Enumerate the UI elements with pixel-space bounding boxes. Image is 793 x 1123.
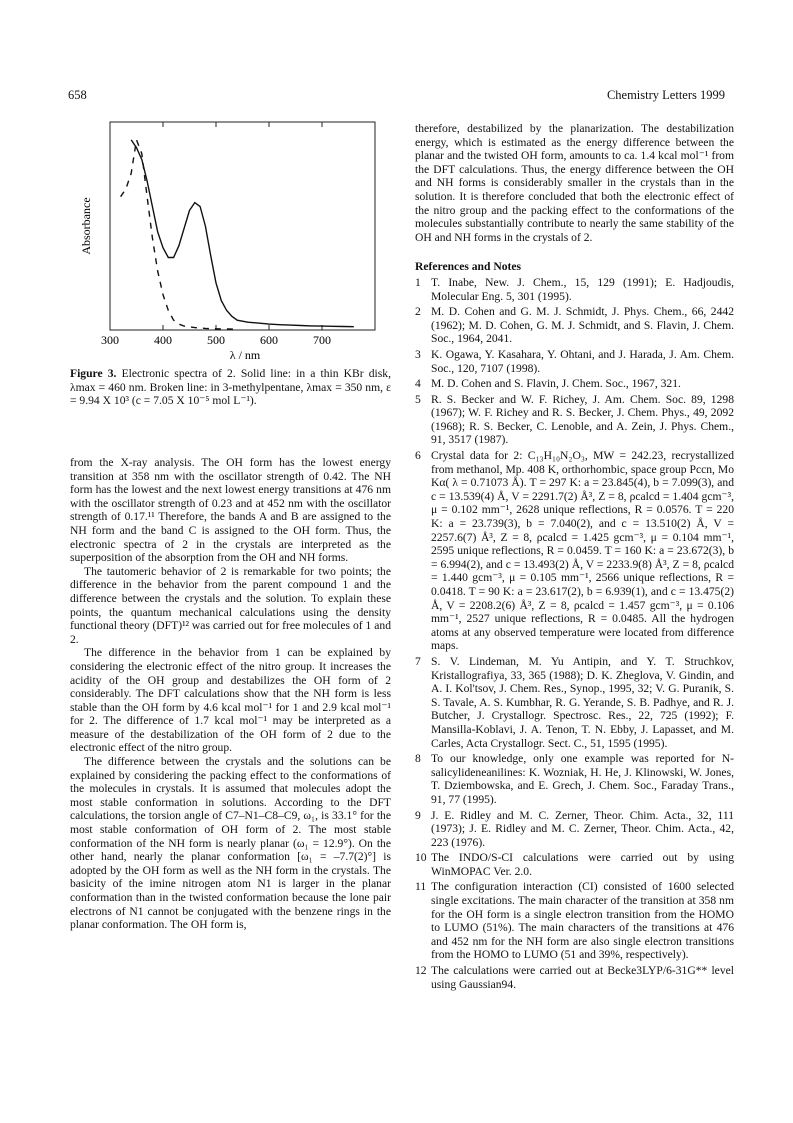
references-heading: References and Notes [415,260,522,274]
reference-item [415,752,734,806]
reference-item [415,655,734,750]
reference-number: 11 [415,880,427,894]
reference-item [415,348,734,375]
reference-text: K. Ogawa, Y. Kasahara, Y. Ohtani, and J. Harada, J. Am. Chem. Soc., 120, 7107 (1998). [431,347,734,375]
plot-frame [110,122,375,330]
right-column [415,122,734,993]
reference-text: R. S. Becker and W. F. Richey, J. Am. Chem. Soc. 89, 1298 (1967); W. F. Richey and R. S. Becker, J. Chem. Phys., 49, 2092 (1968); R. S. Becker, C. Lenoble, and A. Zein, J. Phys. Chem., 91, 3517 (1987). [431,392,734,447]
body-paragraph: therefore, destabilized by the planarization. The destabilization energy, which is estimated as the energy difference between the planar and the twisted OH form, amounts to ca. 1.4 kcal mol⁻¹ from the DFT calculations. Thus, the energy difference between the OH and NH forms is considerably smaller in the crystals than in the solution. It is therefore concluded that both the electronic effect of the nitro group and the packing effect to the conformations of the molecules substantially contribute to nearly the same stability of the OH and NH forms in the crystals of 2. [415,122,734,244]
reference-item [415,276,734,303]
figure-caption [70,367,391,408]
reference-text: T. Inabe, New. J. Chem., 15, 129 (1991); E. Hadjoudis, Molecular Eng. 5, 301 (1995). [431,275,734,303]
reference-item [415,809,734,850]
reference-item [415,851,734,878]
y-axis-label: Absorbance [79,197,93,255]
x-tick-label: 400 [154,333,172,347]
journal-header: Chemistry Letters 1999 [606,88,725,102]
reference-item [415,449,734,653]
reference-number: 5 [415,392,421,406]
x-tick-label: 500 [207,333,225,347]
reference-text: The INDO/S-CI calculations were carried out by using WinMOPAC Ver. 2.0. [431,851,734,878]
reference-item [415,393,734,447]
body-paragraph: The difference in the behavior from 1 can be explained by considering the electronic effect of the nitro group. It increases the acidity of the OH group and destabilizes the OH form of 2 considerably. The DFT calculations show that the NH form is less stable than the OH form by 4.6 kcal mol⁻¹ for 1 and 2.9 kcal mol⁻¹ for 2. The difference of 1.7 kcal mol⁻¹ may be interpreted as a measure of the destabilization of the OH form of 2 due to the electronic effect of the nitro group. [70,646,391,755]
x-tick-label: 300 [101,333,119,347]
spectrum-chart [70,112,390,364]
body-paragraph: The difference between the crystals and the solutions can be explained by considering the packing effect to the conformations of the molecules in crystals. It is assumed that molecules adopt the most stable conformation in solutions. According to the DFT calculations, the torsion angle of C7–N1–C8–C9, ω₁, is 33.1° for the most stable conformation of OH form of 2. The most stable conformation of the NH form is nearly planar (ω₁ = 12.9°). On the other hand, nearly the planar conformation [ω₁ = –7.7(2)°] is adopted by the OH form as well as the NH form in the crystals. The basicity of the imine nitrogen atom N1 is larger in the planar conformation than in the twisted conformation because the lone pair electrons of N1 cannot be conjugated with the benzene rings in the planar conformation. The OH form is, [70,755,391,932]
x-axis-label: λ / nm [229,348,261,362]
body-paragraph: The tautomeric behavior of 2 is remarkable for two points; the difference in the behavior from the parent compound 1 and the difference between the crystals and the solution. To explain these points, the quantum mechanical calculations using the density functional theory (DFT)¹² was carried out for free molecules of 1 and 2. [70,564,391,646]
reference-number: 10 [415,851,427,865]
reference-text: M. D. Cohen and S. Flavin, J. Chem. Soc., 1967, 321. [431,377,681,391]
reference-item [415,964,734,991]
reference-text: J. E. Ridley and M. C. Zerner, Theor. Chim. Acta., 32, 111 (1973); J. E. Ridley and M. C. Zerner, Theor. Chim. Acta., 42, 223 (1976). [431,808,734,849]
reference-number: 2 [415,305,421,319]
x-tick-labels [101,333,331,347]
x-tick-label: 600 [260,333,278,347]
reference-number: 3 [415,347,421,361]
page-number: 658 [68,88,87,102]
x-tick-label: 700 [313,333,331,347]
reference-item [415,880,734,962]
reference-text: The configuration interaction (CI) consisted of 1600 selected single excitations. The main character of the transition at 358 nm for the OH form is a single electron transition from the HOMO to LUMO (51%). The main characters of the transitions at 476 and 452 nm for the NH form are also single electron transitions from the HOMO to LUMO (51 and 39%, respectively). [431,880,734,962]
reference-number: 8 [415,752,421,766]
reference-number: 6 [415,449,421,463]
series-group [121,140,354,329]
references-list [415,276,734,991]
reference-text: M. D. Cohen and G. M. J. Schmidt, J. Phys. Chem., 66, 2442 (1962); M. D. Cohen, G. M. J. Schmidt, and S. Flavin, J. Chem. Soc., 1964, 2041. [431,305,734,346]
reference-number: 12 [415,964,427,978]
body-paragraph: from the X-ray analysis. The OH form has the lowest energy transition at 358 nm with the oscillator strength of 0.42. The NH form has the lowest and the next lowest energy transitions at 476 nm with the oscillator strength of 0.23 and at 452 nm with the oscillator strength of 0.17.¹¹ Therefore, the bands A and B are assigned to the NH form and the band C is assigned to the OH form. Thus, the electronic spectra of 2 in the crystals are interpreted as the superposition of the absorption from the OH and NH forms. [70,456,391,565]
reference-number: 9 [415,808,421,822]
reference-text: To our knowledge, only one example was reported for N-salicylideneanilines: K. Wozniak, H. He, J. Klinowski, W. Jones, T. Dziembowska, and E. Grech, J. Chem. Soc., Faraday Trans., 91, 77 (1995). [431,752,734,806]
left-column [70,456,391,932]
series-line-dashed [121,140,238,329]
reference-number: 7 [415,654,421,668]
reference-item [415,377,734,391]
reference-text: The calculations were carried out at Becke3LYP/6-31G** level using Gaussian94. [431,964,734,991]
reference-number: 4 [415,377,421,391]
figure-caption-text: Electronic spectra of 2. Solid line: in a thin KBr disk, λmax = 460 nm. Broken line: in 3-methylpentane, λmax = 350 nm, ε = 9.94 X 10³ (c = 7.05 X 10⁻⁵ mol L⁻¹). [70,367,391,408]
reference-text: Crystal data for 2: C₁₃H₁₀N₂O₃, MW = 242.23, recrystallized from methanol, Mp. 408 K, orthorhombic, space group Pccn, Mo Kα( λ = 0.71073 Å). T = 297 K: a = 23.845(4), b = 7.099(3), and c = 13.539(4) Å, V = 2291.7(2) Å³, Z = 8, ρcalcd = 1.404 gcm⁻³, μ = 0.102 mm⁻¹, 2628 unique reflections, R = 0.0576. T = 220 K: a = 23.739(3), b = 7.040(2), and c = 13.510(2) Å, V = 2257.6(7) Å³, Z = 8, ρcalcd = 1.425 gcm⁻³, μ = 0.104 mm⁻¹, 2595 unique reflections, R = 0.0459. T = 160 K: a = 23.672(3), b = 6.994(2), and c = 13.493(2) Å, V = 2233.9(8) Å³, Z = 8, ρcalcd = 1.440 gcm⁻³, μ = 0.105 mm⁻¹, 2566 unique reflections, R = 0.0418. T = 90 K: a = 23.617(2), b = 6.939(1), and c = 13.475(2) Å, V = 2208.2(6) Å³, Z = 8, ρcalcd = 1.457 gcm⁻³, μ = 0.106 mm⁻¹, 2527 unique reflections, R = 0.0485. All the hydrogen atoms at any observed temperature were located from difference maps. [431,449,734,653]
reference-item [415,305,734,346]
reference-text: S. V. Lindeman, M. Yu Antipin, and Y. T. Struchkov, Kristallografiya, 33, 365 (1988); D. K. Zheglova, V. Gindin, and A. I. Kol'tsov, J. Chem. Res., Synop., 1995, 32; V. G. Puranik, S. S. Tavale, A. S. Kumbhar, R. G. Yerande, S. B. Padhye, and R. J. Butcher, J. Crystallogr. Spectrosc. Res., 22, 725 (1992); F. Mansilla-Koblavi, J. A. Tenon, T. N. Ebby, J. Lapasset, and M. Carles, Acta Crystallogr. Sect. C., 51, 1595 (1995). [431,654,734,750]
figure-label: Figure 3. [70,367,117,380]
reference-number: 1 [415,275,421,289]
